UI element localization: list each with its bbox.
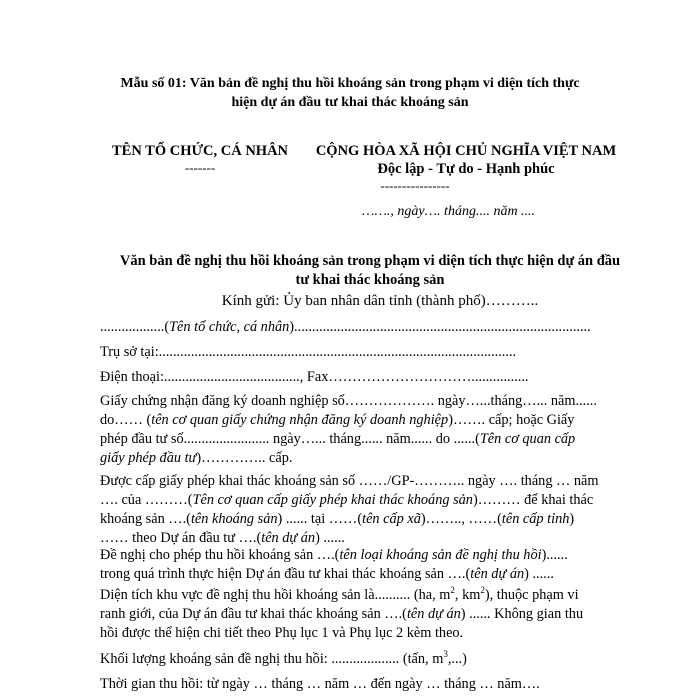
area-paragraph: Diện tích khu vực đề nghị thu hồi khoáng sản là.......... (ha, $m^2$, $km^2$), thuộc phạm vi ranh giới, của Dự án đầu tư khai thác khoáng sản ….(tên dự án) ...... Không gian thu hồi được thể hiện chi tiết theo Phụ lục 1 và Phụ lục 2 kèm theo. bbox=[100, 585, 584, 641]
recipient-line: Kính gửi: Ủy ban nhân dân tỉnh (thành phố)……….. bbox=[221, 293, 539, 309]
form-title-line-2: hiện dự án đầu tư khai thác khoáng sản bbox=[231, 95, 469, 110]
license-paragraph: Được cấp giấy phép khai thác khoáng sản số ……/GP-……….. ngày …. tháng … năm …. của ………(Tên cơ quan cấp giấy phép khai thác khoáng sản)……… để khai thác khoáng sản ….(tên khoáng sản) ...... tại ……(tên cấp xã)…….., ……(tên cấp tỉnh) …… theo Dự án đầu tư ….(tên dự án) ...... bbox=[100, 473, 599, 546]
national-motto: Độc lập - Tự do - Hạnh phúc bbox=[377, 161, 555, 177]
registration-paragraph: Giấy chứng nhận đăng ký doanh nghiệp số………………. ngày…...tháng…... năm...... do…… (tên cơ quan giấy chứng nhận đăng ký doanh nghiệp)……. cấp; hoặc Giấy phép đầu tư số........................ ngày…... tháng...... năm...... do ......(Tên cơ quan cấp giấy phép đầu tư)………….. cấp. bbox=[100, 393, 597, 466]
organization-underline: ------- bbox=[184, 160, 216, 175]
date-line: ……., ngày…. tháng.... năm .... bbox=[362, 204, 536, 219]
volume-line: Khối lượng khoáng sản đề nghị thu hồi: ................... (tấn, $m^3$,...) bbox=[100, 649, 467, 667]
recovery-time-line: Thời gian thu hồi: từ ngày … tháng … năm … đến ngày … tháng … năm…. bbox=[100, 676, 540, 692]
document-title-line-2: tư khai thác khoáng sản bbox=[295, 272, 445, 288]
organization-line: ..................(Tên tổ chức, cá nhân)................................................................................... bbox=[100, 319, 591, 335]
national-title: CỘNG HÒA XÃ HỘI CHỦ NGHĨA VIỆT NAM bbox=[315, 143, 617, 159]
document-title-line-1: Văn bản đề nghị thu hồi khoáng sản trong phạm vi diện tích thực hiện dự án đầu bbox=[119, 253, 621, 269]
document-title bbox=[95, 252, 645, 290]
form-title bbox=[100, 74, 600, 112]
office-address-line: Trụ sở tại:.................................................................................................... bbox=[100, 344, 517, 360]
motto-underline: ---------------- bbox=[380, 178, 450, 193]
organization-name: TÊN TỔ CHỨC, CÁ NHÂN bbox=[111, 143, 289, 159]
recovery-request-paragraph: Đề nghị cho phép thu hồi khoáng sản ….(tên loại khoáng sản đề nghị thu hồi)...... trong quá trình thực hiện Dự án đầu tư khai thác khoáng sản ….(tên dự án) ...... bbox=[100, 547, 568, 582]
form-title-line-1: Mẫu số 01: Văn bản đề nghị thu hồi khoáng sản trong phạm vi diện tích thực bbox=[120, 76, 580, 91]
phone-fax-line: Điện thoại:......................................, Fax…………………………................ bbox=[100, 369, 529, 385]
